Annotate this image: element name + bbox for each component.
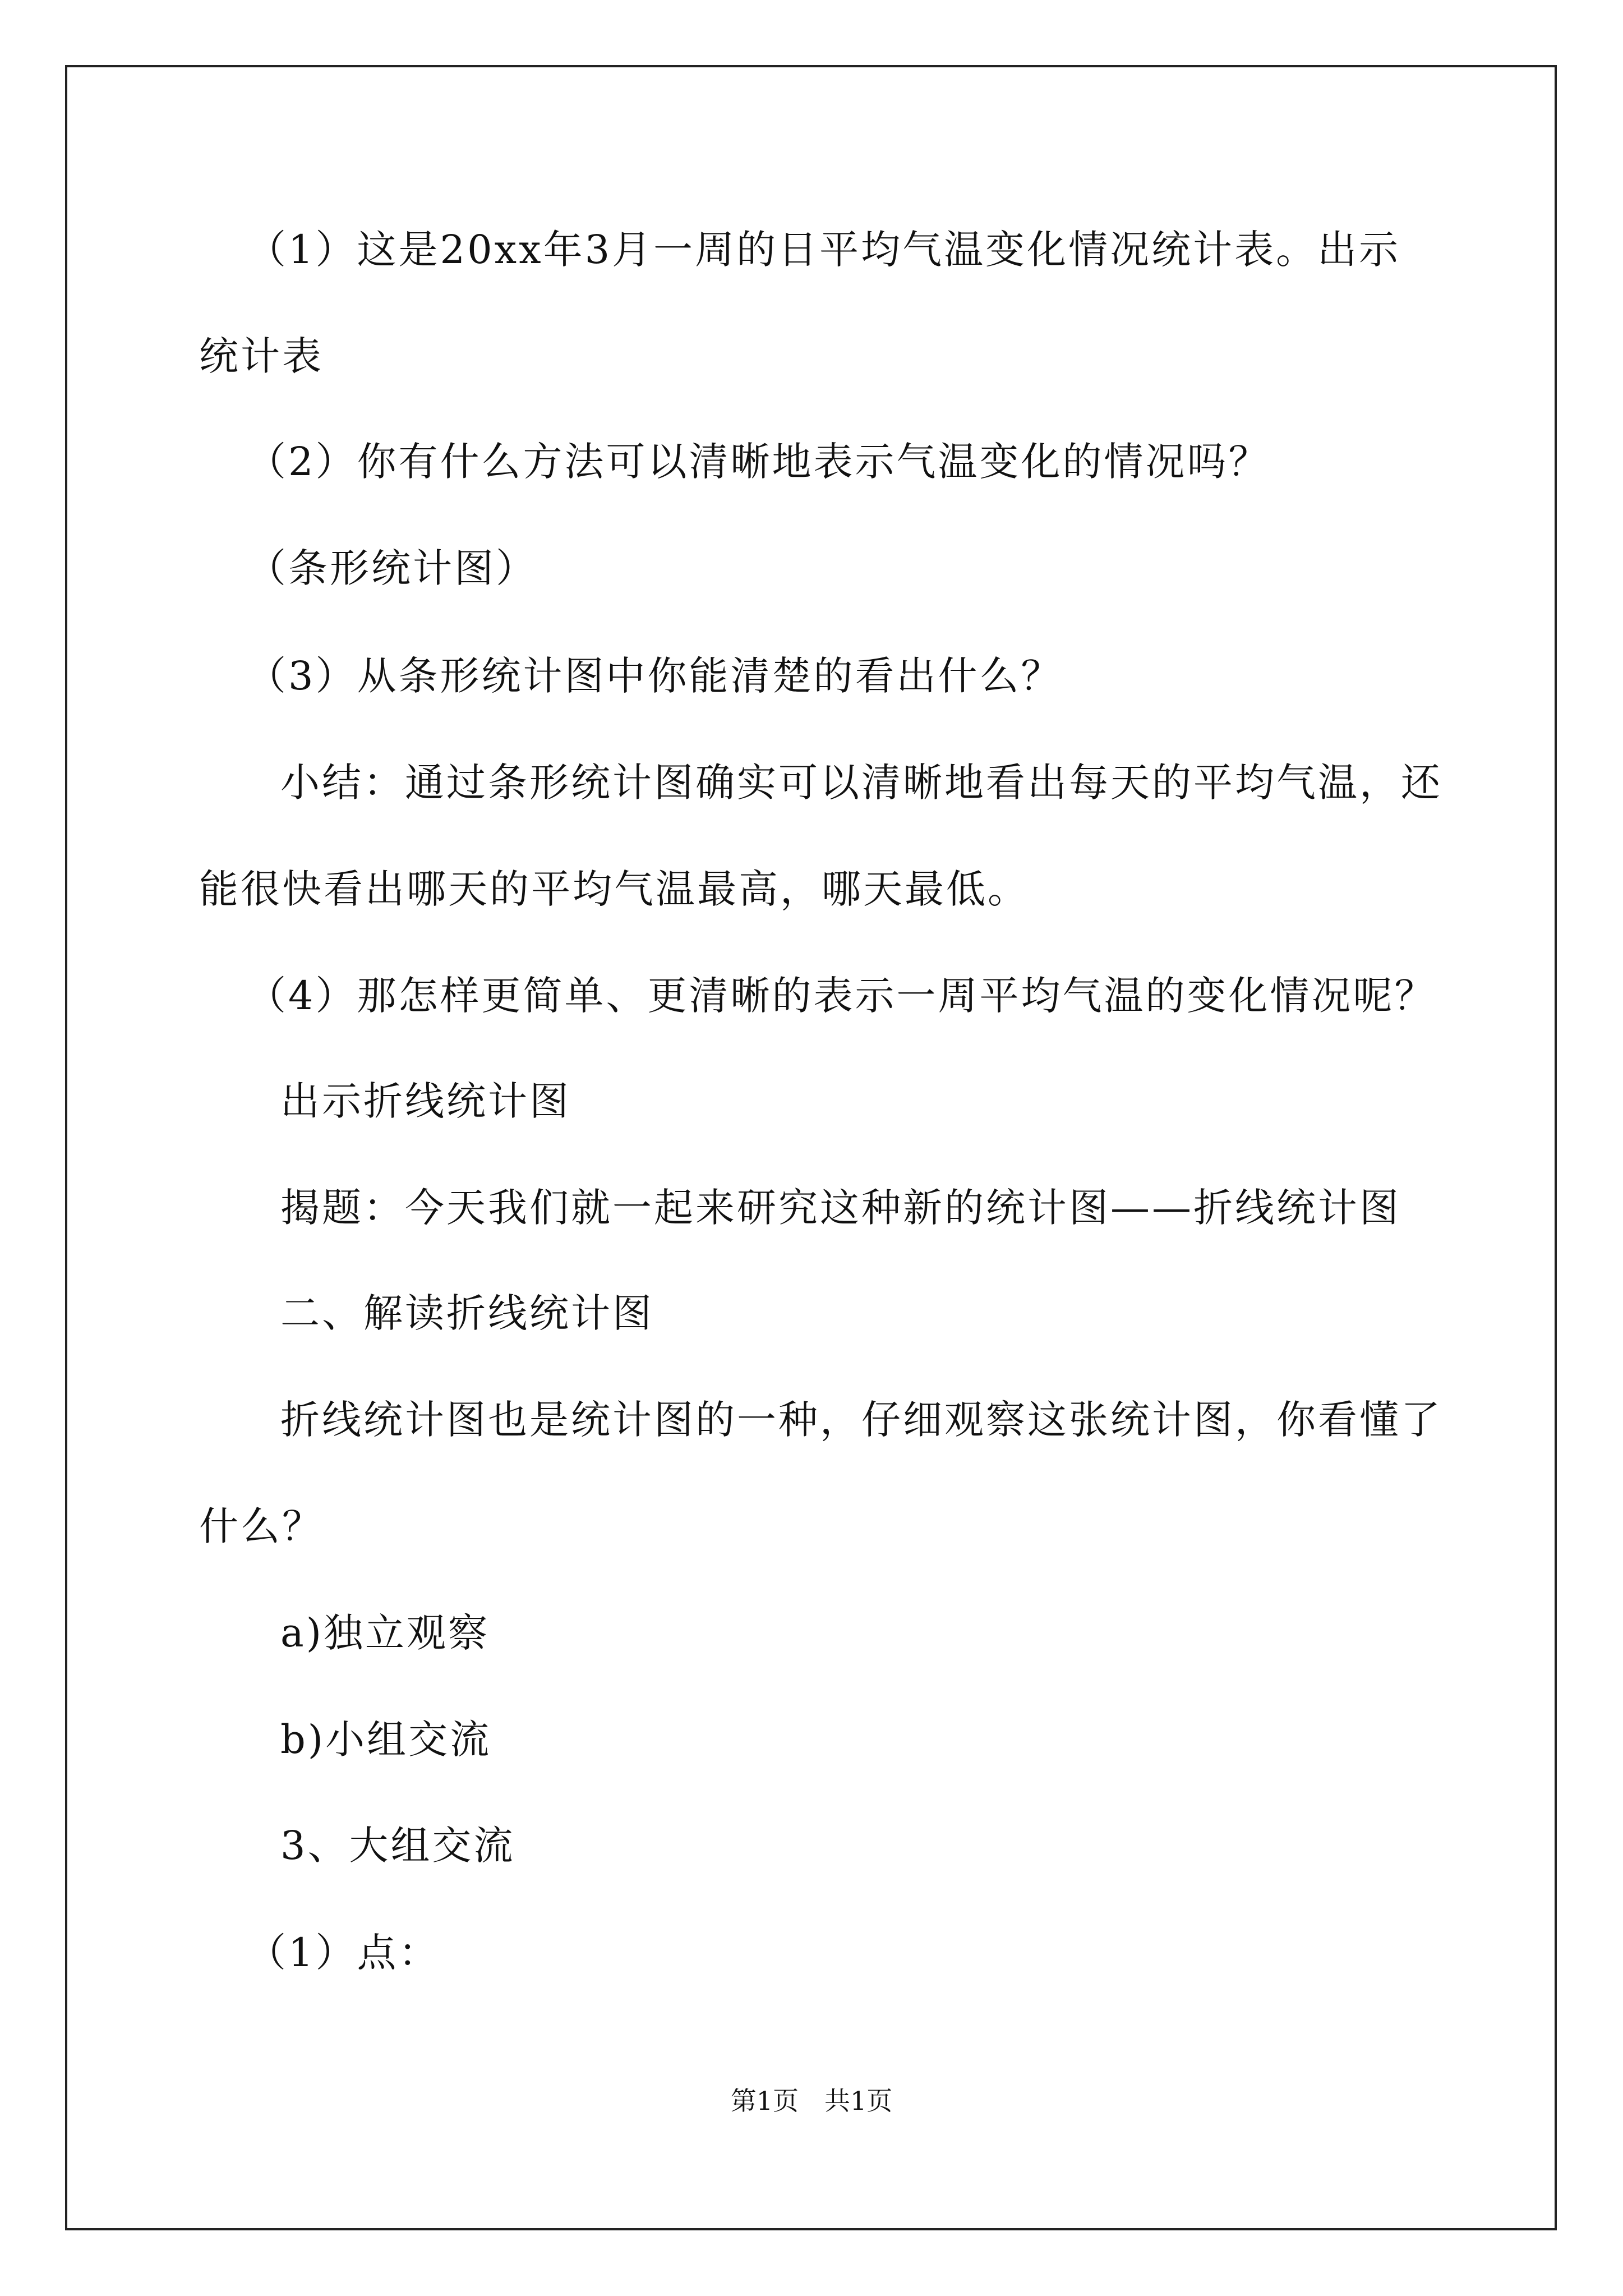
paragraph-line: （1）点： — [247, 1930, 440, 1976]
paragraph-line: （4）那怎样更简单、更清晰的表示一周平均气温的变化情况呢？ — [247, 973, 1436, 1019]
page-footer: 第1页 共1页 — [730, 2086, 893, 2116]
page-border — [65, 65, 1557, 2230]
paragraph-line: 能很快看出哪天的平均气温最高，哪天最低。 — [199, 866, 1029, 912]
paragraph-line: （3）从条形统计图中你能清楚的看出什么？ — [247, 653, 1063, 699]
paragraph-line: 3、大组交流 — [280, 1823, 515, 1869]
paragraph-line: 什么？ — [199, 1503, 324, 1549]
list-item: a)独立观察 — [280, 1610, 490, 1656]
paragraph-line: （条形统计图） — [247, 545, 537, 591]
list-item: b)小组交流 — [280, 1717, 492, 1763]
paragraph-line: 折线统计图也是统计图的一种，仔细观察这张统计图，你看懂了 — [280, 1397, 1442, 1443]
paragraph-line: 揭题：今天我们就一起来研究这种新的统计图——折线统计图 — [280, 1185, 1401, 1231]
paragraph-line: （1）这是20xx年3月一周的日平均气温变化情况统计表。出示 — [247, 227, 1401, 273]
paragraph-line: （2）你有什么方法可以清晰地表示气温变化的情况吗？ — [247, 439, 1270, 485]
paragraph-line: 统计表 — [199, 333, 324, 379]
paragraph-line: 出示折线统计图 — [280, 1078, 571, 1124]
section-heading: 二、解读折线统计图 — [280, 1290, 654, 1336]
paragraph-line: 小结：通过条形统计图确实可以清晰地看出每天的平均气温，还 — [280, 760, 1442, 806]
